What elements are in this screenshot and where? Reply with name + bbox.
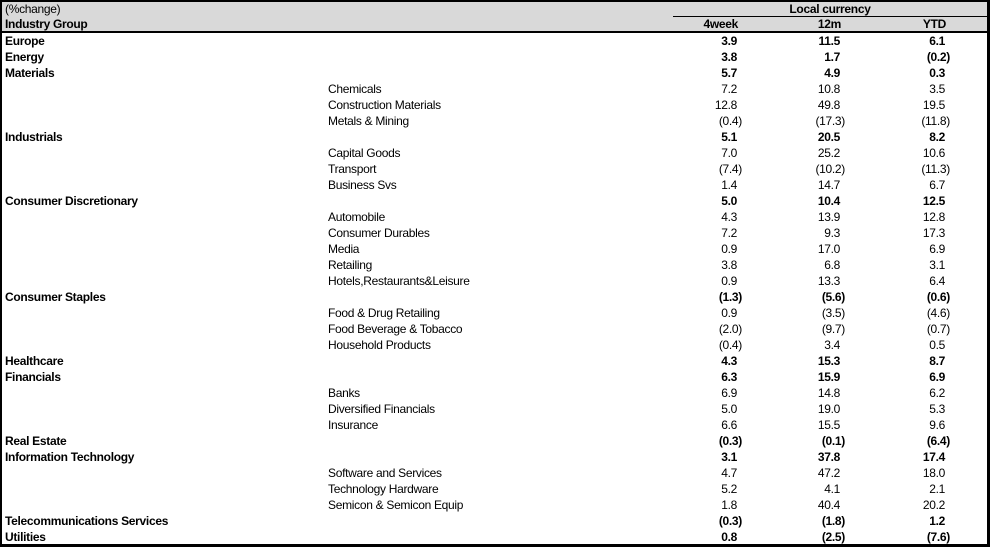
- sub-industry-cell: Household Products: [328, 338, 431, 352]
- value-4week: 5.2: [721, 482, 737, 496]
- sub-industry-cell: [325, 449, 673, 465]
- value-4week: 0.9: [721, 274, 737, 288]
- value-12m: (10.2): [815, 162, 845, 176]
- sub-industry-cell: Semicon & Semicon Equip: [328, 498, 464, 512]
- value-ytd: 6.1: [929, 34, 945, 48]
- value-ytd: 2.1: [929, 482, 945, 496]
- row-filler: [950, 193, 987, 209]
- table-row: [2, 129, 987, 145]
- sub-industry-cell: Technology Hardware: [328, 482, 439, 496]
- value-12m: (5.6): [821, 290, 845, 304]
- value-12m: 15.9: [817, 370, 840, 384]
- value-4week: 12.8: [714, 98, 737, 112]
- value-ytd: 8.2: [929, 130, 945, 144]
- sub-industry-cell: Software and Services: [328, 466, 442, 480]
- row-filler: [950, 337, 987, 353]
- table-row: [2, 353, 987, 369]
- value-12m: 1.7: [824, 50, 840, 64]
- row-filler: [950, 369, 987, 385]
- value-ytd: 0.3: [929, 66, 945, 80]
- value-ytd: 20.2: [922, 498, 945, 512]
- table-header: [2, 2, 987, 33]
- value-4week: (2.0): [718, 322, 742, 336]
- header-row-columns: [2, 17, 987, 31]
- value-12m: 10.8: [817, 82, 840, 96]
- value-ytd: 17.3: [922, 226, 945, 240]
- row-filler: [950, 257, 987, 273]
- row-filler: [950, 449, 987, 465]
- sub-industry-cell: Business Svs: [328, 178, 397, 192]
- table-body: [2, 33, 987, 545]
- table-row: [2, 113, 987, 129]
- value-4week: 7.2: [721, 226, 737, 240]
- value-ytd: 6.2: [929, 386, 945, 400]
- table-row: [2, 481, 987, 497]
- table-row: [2, 177, 987, 193]
- value-12m: 13.3: [817, 274, 840, 288]
- row-filler: [950, 209, 987, 225]
- industry-group-cell: [2, 465, 325, 481]
- industry-group-cell: [2, 401, 325, 417]
- sub-industry-cell: Transport: [328, 162, 377, 176]
- value-4week: 5.0: [721, 194, 737, 208]
- value-ytd: (7.6): [926, 530, 950, 544]
- row-filler: [950, 401, 987, 417]
- value-ytd: 5.3: [929, 402, 945, 416]
- sub-industry-cell: Insurance: [328, 418, 378, 432]
- value-12m: 14.7: [817, 178, 840, 192]
- sub-industry-cell: [325, 353, 673, 369]
- value-12m: (3.5): [821, 306, 845, 320]
- header-filler: [950, 17, 987, 31]
- row-filler: [950, 481, 987, 497]
- value-12m: 3.4: [824, 338, 840, 352]
- value-4week: 7.0: [721, 146, 737, 160]
- table-row: [2, 305, 987, 321]
- sub-industry-cell: [325, 433, 673, 449]
- industry-group-cell: Telecommunications Services: [5, 514, 169, 528]
- sub-industry-cell: [325, 49, 673, 65]
- industry-group-cell: [2, 417, 325, 433]
- industry-group-cell: [2, 321, 325, 337]
- row-filler: [950, 129, 987, 145]
- value-ytd: 17.4: [922, 450, 945, 464]
- value-ytd: 19.5: [922, 98, 945, 112]
- row-filler: [950, 273, 987, 289]
- industry-group-cell: [2, 497, 325, 513]
- value-12m: 15.5: [817, 418, 840, 432]
- value-12m: 49.8: [817, 98, 840, 112]
- table-row: [2, 417, 987, 433]
- value-4week: 3.8: [721, 50, 737, 64]
- industry-group-cell: [2, 481, 325, 497]
- industry-group-cell: Real Estate: [5, 434, 67, 448]
- table-row: [2, 145, 987, 161]
- value-12m: 17.0: [817, 242, 840, 256]
- industry-group-cell: Consumer Discretionary: [5, 194, 138, 208]
- table-row: [2, 193, 987, 209]
- value-ytd: 10.6: [922, 146, 945, 160]
- value-4week: 4.7: [721, 466, 737, 480]
- table-row: [2, 33, 987, 49]
- value-ytd: 9.6: [929, 418, 945, 432]
- row-filler: [950, 465, 987, 481]
- industry-group-cell: [2, 337, 325, 353]
- sub-industry-cell: Consumer Durables: [328, 226, 430, 240]
- table-row: [2, 337, 987, 353]
- table-row: [2, 465, 987, 481]
- value-ytd: 12.5: [922, 194, 945, 208]
- value-12m: 11.5: [818, 34, 840, 48]
- sub-industry-cell: [325, 65, 673, 81]
- row-filler: [950, 145, 987, 161]
- industry-group-cell: [2, 81, 325, 97]
- value-ytd: (0.7): [926, 322, 950, 336]
- value-4week: 3.8: [721, 258, 737, 272]
- row-filler: [950, 497, 987, 513]
- value-4week: 4.3: [721, 210, 737, 224]
- value-ytd: 8.7: [929, 354, 945, 368]
- value-4week: 0.9: [721, 242, 737, 256]
- industry-group-cell: Materials: [5, 66, 55, 80]
- value-4week: (7.4): [718, 162, 742, 176]
- row-filler: [950, 305, 987, 321]
- value-4week: 0.9: [721, 306, 737, 320]
- value-4week: 3.9: [721, 34, 737, 48]
- industry-group-cell: [2, 273, 325, 289]
- value-4week: (0.4): [718, 338, 742, 352]
- value-ytd: 0.5: [929, 338, 945, 352]
- value-12m: 47.2: [817, 466, 840, 480]
- table-row: [2, 273, 987, 289]
- table-row: [2, 65, 987, 81]
- value-ytd: 3.5: [929, 82, 945, 96]
- industry-group-cell: [2, 113, 325, 129]
- row-filler: [950, 321, 987, 337]
- value-4week: (1.3): [718, 290, 742, 304]
- row-filler: [950, 33, 987, 49]
- value-4week: 5.7: [721, 66, 737, 80]
- value-12m: 20.5: [817, 130, 840, 144]
- row-filler: [950, 225, 987, 241]
- table-row: [2, 209, 987, 225]
- value-4week: 4.3: [721, 354, 737, 368]
- row-filler: [950, 81, 987, 97]
- sub-industry-cell: Chemicals: [328, 82, 382, 96]
- value-4week: 3.1: [721, 450, 737, 464]
- table-row: [2, 321, 987, 337]
- sub-industry-cell: Diversified Financials: [328, 402, 435, 416]
- value-4week: 1.4: [721, 178, 737, 192]
- industry-group-cell: Healthcare: [5, 354, 64, 368]
- value-ytd: 6.4: [929, 274, 945, 288]
- sub-industry-cell: Retailing: [328, 258, 372, 272]
- value-12m: 19.0: [817, 402, 840, 416]
- sub-industry-cell: [325, 33, 673, 49]
- industry-group-cell: [2, 145, 325, 161]
- row-filler: [950, 417, 987, 433]
- value-12m: 4.1: [824, 482, 840, 496]
- column-header-4week: 4week: [703, 17, 738, 31]
- value-ytd: (11.3): [921, 162, 950, 176]
- pct-change-label: (%change): [5, 2, 61, 16]
- value-ytd: 6.9: [929, 242, 945, 256]
- sub-industry-cell: [325, 513, 673, 529]
- sub-industry-cell: [325, 193, 673, 209]
- row-filler: [950, 385, 987, 401]
- table-row: [2, 289, 987, 305]
- industry-group-cell: [2, 209, 325, 225]
- table-row: [2, 49, 987, 65]
- value-4week: 0.8: [721, 530, 737, 544]
- sub-industry-cell: Construction Materials: [328, 98, 441, 112]
- sub-industry-cell: Hotels,Restaurants&Leisure: [328, 274, 470, 288]
- local-currency-group-header: Local currency: [673, 2, 987, 17]
- value-4week: 6.3: [721, 370, 737, 384]
- value-4week: 5.0: [721, 402, 737, 416]
- value-ytd: 3.1: [929, 258, 945, 272]
- table-row: [2, 241, 987, 257]
- value-ytd: (11.8): [921, 114, 950, 128]
- table-row: [2, 161, 987, 177]
- table-row: [2, 449, 987, 465]
- table-row: [2, 97, 987, 113]
- row-filler: [950, 513, 987, 529]
- value-4week: 6.6: [721, 418, 737, 432]
- row-filler: [950, 161, 987, 177]
- sub-industry-cell: Banks: [328, 386, 360, 400]
- industry-group-cell: [2, 241, 325, 257]
- value-12m: 25.2: [817, 146, 840, 160]
- sub-industry-cell: [325, 129, 673, 145]
- sub-industry-cell: [325, 289, 673, 305]
- value-4week: (0.3): [718, 434, 742, 448]
- value-12m: 37.8: [817, 450, 840, 464]
- column-header-ytd: YTD: [922, 17, 946, 31]
- sub-industry-cell: [325, 369, 673, 385]
- industry-group-cell: [2, 305, 325, 321]
- industry-group-cell: Energy: [5, 50, 44, 64]
- sub-industry-cell: Food & Drug Retailing: [328, 306, 440, 320]
- table-row: [2, 369, 987, 385]
- industry-group-cell: Financials: [5, 370, 61, 384]
- value-12m: (1.8): [821, 514, 845, 528]
- row-filler: [950, 113, 987, 129]
- industry-group-cell: Information Technology: [5, 450, 135, 464]
- row-filler: [950, 529, 987, 545]
- value-4week: 6.9: [721, 386, 737, 400]
- table-row: [2, 497, 987, 513]
- sub-industry-cell: Media: [328, 242, 360, 256]
- industry-group-cell: [2, 225, 325, 241]
- value-ytd: 6.9: [929, 370, 945, 384]
- industry-group-cell: Industrials: [5, 130, 63, 144]
- value-12m: (9.7): [821, 322, 845, 336]
- industry-group-cell: [2, 385, 325, 401]
- value-12m: 4.9: [824, 66, 840, 80]
- sub-industry-cell: [325, 529, 673, 545]
- table-row: [2, 385, 987, 401]
- sub-industry-cell: Capital Goods: [328, 146, 401, 160]
- row-filler: [950, 49, 987, 65]
- row-filler: [950, 353, 987, 369]
- value-12m: 15.3: [817, 354, 840, 368]
- table-row: [2, 433, 987, 449]
- industry-group-cell: [2, 177, 325, 193]
- value-12m: 40.4: [817, 498, 840, 512]
- value-12m: 13.9: [817, 210, 840, 224]
- value-ytd: 1.2: [929, 514, 945, 528]
- industry-group-cell: Utilities: [5, 530, 46, 544]
- table-row: [2, 257, 987, 273]
- value-12m: 10.4: [817, 194, 840, 208]
- value-ytd: (0.2): [926, 50, 950, 64]
- table-row: [2, 529, 987, 545]
- value-4week: (0.3): [718, 514, 742, 528]
- value-4week: 7.2: [721, 82, 737, 96]
- value-ytd: 12.8: [922, 210, 945, 224]
- table-row: [2, 401, 987, 417]
- value-12m: 9.3: [824, 226, 840, 240]
- value-4week: 1.8: [721, 498, 737, 512]
- row-filler: [950, 433, 987, 449]
- column-header-12m: 12m: [817, 17, 841, 31]
- industry-group-cell: [2, 97, 325, 113]
- value-ytd: 6.7: [929, 178, 945, 192]
- table-row: [2, 225, 987, 241]
- row-filler: [950, 177, 987, 193]
- value-12m: (17.3): [815, 114, 845, 128]
- row-filler: [950, 289, 987, 305]
- value-12m: (0.1): [821, 434, 845, 448]
- table-row: [2, 81, 987, 97]
- value-4week: (0.4): [718, 114, 742, 128]
- sub-industry-cell: Metals & Mining: [328, 114, 409, 128]
- value-ytd: (0.6): [926, 290, 950, 304]
- value-ytd: (4.6): [926, 306, 950, 320]
- table-row: [2, 513, 987, 529]
- industry-group-cell: [2, 257, 325, 273]
- header-row-top: [2, 2, 987, 17]
- value-4week: 5.1: [721, 130, 737, 144]
- sub-industry-cell: Food Beverage & Tobacco: [328, 322, 463, 336]
- industry-group-cell: [2, 161, 325, 177]
- value-12m: (2.5): [821, 530, 845, 544]
- value-ytd: (6.4): [926, 434, 950, 448]
- value-12m: 14.8: [817, 386, 840, 400]
- row-filler: [950, 241, 987, 257]
- value-12m: 6.8: [824, 258, 840, 272]
- sub-industry-cell: Automobile: [328, 210, 386, 224]
- industry-group-cell: Consumer Staples: [5, 290, 106, 304]
- row-filler: [950, 65, 987, 81]
- industry-group-cell: Europe: [5, 34, 45, 48]
- value-ytd: 18.0: [922, 466, 945, 480]
- row-filler: [950, 97, 987, 113]
- industry-group-column-header: Industry Group: [5, 17, 88, 31]
